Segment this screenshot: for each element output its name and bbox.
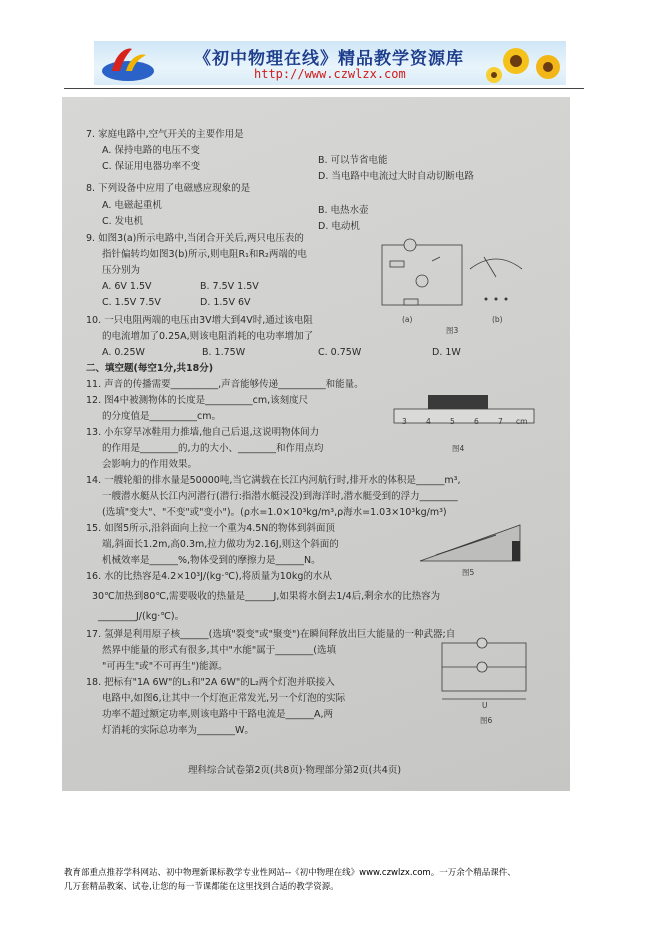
question-16-line-3: ________J/(kg·℃)。 [98,611,185,622]
bottom-note-line-1: 教育部重点推荐学科网站、初中物理新课标教学专业性网站--《初中物理在线》www.czwlzx.com。一万余个精品课件、 [64,868,516,878]
question-15-line-2: 端,斜面长1.2m,高0.3m,拉力做功为2.16J,则这个斜面的 [102,539,339,550]
figure-3-circuit [374,235,524,325]
question-17-line-2: 然界中能量的形式有很多,其中"水能"属于________(选填 [102,645,336,656]
question-14-line-3: (选填"变大"、"不变"或"变小")。(ρ水=1.0×10³kg/m³,ρ海水=1.03×10³kg/m³) [102,507,447,518]
question-12-line-2: 的分度值是__________cm。 [102,411,221,422]
question-10-option-a: A. 0.25W [102,347,145,358]
exam-page-footer: 理科综合试卷第2页(共8页)·物理部分第2页(共4页) [188,765,402,776]
exam-page-photo [62,97,570,791]
question-8-option-c: C. 发电机 [102,216,144,227]
question-8-option-d: D. 电动机 [318,221,360,232]
question-10-option-c: C. 0.75W [318,347,362,358]
figure-5-incline [416,511,526,567]
figure-5-caption: 图5 [462,568,475,577]
header-rule [64,88,584,89]
figure-4-caption: 图4 [452,444,465,453]
question-9-line-2: 指针偏转均如图3(b)所示,则电阻R₁和R₂两端的电 [102,249,307,260]
figure-3a-label: (a) [402,315,413,324]
question-8-option-a: A. 电磁起重机 [102,200,162,211]
figure-3-caption: 图3 [446,326,459,335]
question-7-option-b: B. 可以节省电能 [318,155,388,166]
figure-6-u-label: U [482,701,488,710]
question-16: 16. 水的比热容是4.2×10³J/(kg·℃),将质量为10kg的水从 [86,571,332,582]
section-fill-in-heading: 二、填空题(每空1分,共18分) [86,363,214,374]
question-10: 10. 一只电阻两端的电压由3V增大到4V时,通过该电阻 [86,315,313,326]
figure-3b-label: (b) [492,315,503,324]
ruler-unit: cm [516,417,528,426]
question-9-option-a: A. 6V 1.5V [102,281,152,292]
question-9-line-3: 压分别为 [102,265,141,276]
question-9-option-c: C. 1.5V 7.5V [102,297,161,308]
question-8-option-b: B. 电热水壶 [318,205,369,216]
question-9-option-d: D. 1.5V 6V [200,297,251,308]
question-11: 11. 声音的传播需要__________,声音能够传递__________和能量。 [86,379,364,390]
question-13-line-2: 的作用是________的,力的大小、________和作用点均 [102,443,324,454]
question-15: 15. 如图5所示,沿斜面向上拉一个重为4.5N的物体到斜面顶 [86,523,335,534]
question-18-line-3: 功率不超过额定功率,则该电路中干路电流是______A,两 [102,709,334,720]
question-10-option-b: B. 1.75W [202,347,246,358]
ruler-tick-3: 3 [402,417,407,426]
bottom-note-line-2: 几万套精品教案、试卷,让您的每一节课都能在这里找到合适的教学资源。 [64,882,339,892]
question-18-line-4: 灯消耗的实际总功率为________W。 [102,725,254,736]
question-18-line-2: 电路中,如图6,让其中一个灯泡正常发光,另一个灯泡的实际 [102,693,346,704]
ruler-tick-7: 7 [498,417,503,426]
question-18: 18. 把标有"1A 6W"的L₁和"2A 6W"的L₂两个灯泡并联接入 [86,677,335,688]
ruler-tick-5: 5 [450,417,455,426]
question-10-line-2: 的电流增加了0.25A,则该电阻消耗的电功率增加了 [102,331,314,342]
question-8: 8. 下列设备中应用了电磁感应现象的是 [86,183,251,194]
question-17-line-3: "可再生"或"不可再生")能源。 [102,661,228,672]
ruler-tick-4: 4 [426,417,431,426]
question-9: 9. 如图3(a)所示电路中,当闭合开关后,两只电压表的 [86,233,304,244]
question-16-line-2: 30℃加热到80℃,需要吸收的热量是______J,如果将水倒去1/4后,剩余水的比热容为 [92,591,441,602]
question-7-option-c: C. 保证用电器功率不变 [102,161,201,172]
question-7: 7. 家庭电路中,空气开关的主要作用是 [86,129,244,140]
question-14-line-2: 一艘潜水艇从长江内河潜行(潜行:指潜水艇浸没)到海洋时,潜水艇受到的浮力________ [102,491,458,502]
banner-title: 《初中物理在线》精品教学资源库 [194,49,464,69]
question-13: 13. 小东穿旱冰鞋用力推墙,他自己后退,这说明物体间力 [86,427,320,438]
question-12: 12. 图4中被测物体的长度是__________cm,该刻度尺 [86,395,309,406]
banner-url[interactable]: http://www.czwlzx.com [254,67,406,81]
ruler-tick-6: 6 [474,417,479,426]
question-14: 14. 一艘轮船的排水量是50000吨,当它满载在长江内河航行时,排开水的体积是______m³, [86,475,461,486]
figure-6-circuit [436,637,532,709]
site-logo-icon [98,41,160,85]
figure-6-caption: 图6 [480,716,493,725]
question-7-option-a: A. 保持电路的电压不变 [102,145,200,156]
question-7-option-d: D. 当电路中电流过大时自动切断电路 [318,171,474,182]
question-9-option-b: B. 7.5V 1.5V [200,281,259,292]
header-banner [94,41,566,85]
sunflower-icon [486,41,566,85]
question-17: 17. 氢弹是利用原子核______(选填"裂变"或"聚变")在瞬间释放出巨大能量的一种武器;自 [86,629,456,640]
question-10-option-d: D. 1W [432,347,461,358]
question-15-line-3: 机械效率是______%,物体受到的摩擦力是______N。 [102,555,321,566]
question-13-line-3: 会影响力的作用效果。 [102,459,198,470]
